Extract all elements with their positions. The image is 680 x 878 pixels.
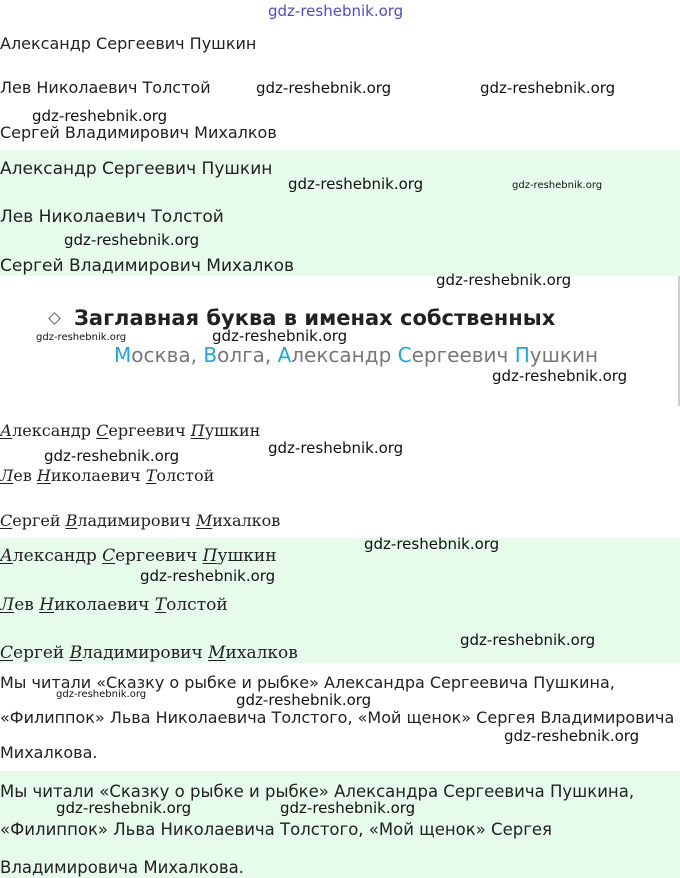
watermark: gdz-reshebnik.org — [492, 367, 628, 385]
underlined-capital: М — [208, 643, 226, 663]
word-rest: ев — [14, 595, 40, 615]
name-line: Сергей Владимирович Михалков — [0, 256, 295, 276]
word-rest: ергеевич — [115, 546, 203, 566]
watermark: gdz-reshebnik.org — [44, 447, 180, 465]
highlighted-capital: А — [277, 343, 292, 367]
underlined-capital: А — [0, 421, 13, 440]
highlighted-capital: П — [514, 343, 530, 367]
sentence-paragraph: Мы читали «Сказку о рыбке и рыбке» Александра Сергеевича Пушкина, «Филиппок» Льва Николаевича Толстого, «Мой щенок» Сергея Владимировича Михалкова. — [0, 673, 675, 762]
name-line: Лев Николаевич Толстой — [0, 78, 211, 97]
underlined-capital: А — [0, 546, 13, 566]
rule-example — [114, 342, 598, 368]
watermark: gdz-reshebnik.org — [480, 79, 616, 97]
underlined-capital: С — [102, 546, 116, 566]
highlighted-capital: С — [397, 343, 412, 367]
watermark: gdz-reshebnik.org — [64, 231, 200, 249]
watermark: gdz-reshebnik.org — [56, 799, 192, 817]
marked-name-line — [0, 546, 277, 566]
sentence-paragraph: Мы читали «Сказку о рыбке и рыбке» Александра Сергеевича Пушкина, «Филиппок» Льва Николаевича Толстого, «Мой щенок» Сергея Владимировича Михалкова. — [0, 782, 635, 877]
word-rest: иколаевич — [54, 595, 155, 615]
word-rest: ладимирович — [82, 643, 209, 663]
rule-title: Заглавная буква в именах собственных — [74, 306, 556, 330]
underlined-capital: С — [0, 643, 14, 663]
name-line: Александр Сергеевич Пушкин — [0, 159, 273, 179]
marked-name-line — [0, 595, 228, 615]
example-text: ушкин — [529, 343, 599, 367]
watermark: gdz-reshebnik.org — [512, 180, 603, 191]
watermark: gdz-reshebnik.org — [256, 79, 392, 97]
name-line: Лев Николаевич Толстой — [0, 207, 224, 227]
watermark: gdz-reshebnik.org — [212, 327, 348, 345]
word-rest: ихалков — [212, 511, 281, 530]
watermark: gdz-reshebnik.org — [460, 631, 596, 649]
underlined-capital: П — [202, 546, 218, 566]
example-text: осква, — [131, 343, 204, 367]
example-text: ергеевич — [411, 343, 515, 367]
watermark: gdz-reshebnik.org — [288, 175, 424, 193]
underlined-capital: Л — [0, 595, 15, 615]
underlined-capital: Н — [39, 595, 55, 615]
watermark: gdz-reshebnik.org — [236, 691, 372, 709]
watermark: gdz-reshebnik.org — [56, 689, 147, 700]
word-rest: ихалков — [225, 643, 298, 663]
watermark: gdz-reshebnik.org — [436, 271, 572, 289]
word-rest: ладимирович — [77, 511, 196, 530]
highlighted-capital: В — [203, 343, 218, 367]
underlined-capital: Л — [0, 466, 14, 485]
underlined-capital: Т — [154, 595, 167, 615]
name-line: Сергей Владимирович Михалков — [0, 123, 277, 142]
underlined-capital: П — [190, 421, 205, 440]
underlined-capital: М — [195, 511, 213, 530]
underlined-capital: С — [0, 511, 13, 530]
highlighted-capital: М — [114, 343, 132, 367]
word-rest: ев — [13, 466, 37, 485]
word-rest: лександр — [12, 421, 97, 440]
marked-name-line — [0, 421, 260, 441]
underlined-capital: С — [96, 421, 109, 440]
word-rest: ергей — [12, 511, 66, 530]
underlined-capital: В — [69, 643, 83, 663]
marked-name-line — [0, 466, 214, 486]
watermark: gdz-reshebnik.org — [504, 727, 640, 745]
word-rest: ушкин — [217, 546, 277, 566]
marked-name-line — [0, 643, 298, 663]
example-text: лександр — [291, 343, 398, 367]
watermark: gdz-reshebnik.org — [268, 439, 404, 457]
marked-name-line — [0, 511, 280, 531]
underlined-capital: Н — [36, 466, 51, 485]
word-rest: иколаевич — [50, 466, 146, 485]
word-rest: ушкин — [204, 421, 261, 440]
watermark: gdz-reshebnik.org — [140, 567, 276, 585]
word-rest: ергеевич — [108, 421, 191, 440]
example-text: олга, — [217, 343, 278, 367]
watermark: gdz-reshebnik.org — [36, 332, 127, 343]
underlined-capital: Т — [145, 466, 157, 485]
name-line: Александр Сергеевич Пушкин — [0, 34, 257, 53]
watermark: gdz-reshebnik.org — [32, 107, 168, 125]
watermark-top: gdz-reshebnik.org — [268, 2, 404, 20]
underlined-capital: В — [65, 511, 78, 530]
word-rest: лександр — [12, 546, 103, 566]
word-rest: олстой — [156, 466, 215, 485]
watermark: gdz-reshebnik.org — [364, 535, 500, 553]
watermark: gdz-reshebnik.org — [280, 799, 416, 817]
word-rest: олстой — [166, 595, 228, 615]
word-rest: ергей — [13, 643, 70, 663]
